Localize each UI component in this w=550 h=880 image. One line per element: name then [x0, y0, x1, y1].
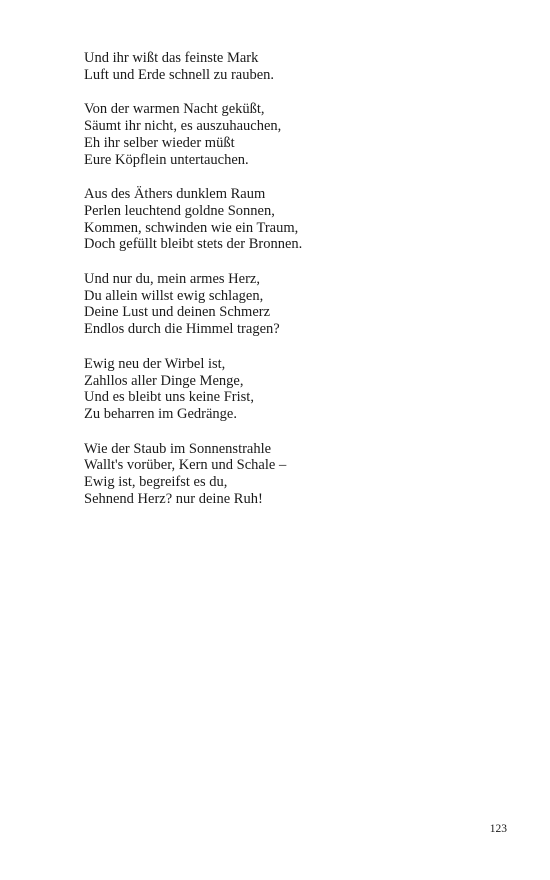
poem-line: Wallt's vorüber, Kern und Schale –	[84, 457, 287, 474]
poem-line: Wie der Staub im Sonnenstrahle	[84, 440, 272, 457]
poem-line: Ewig neu der Wirbel ist,	[84, 355, 226, 372]
poem-line: Zahllos aller Dinge Menge,	[84, 372, 244, 389]
stanza-2	[84, 101, 524, 168]
stanza-3	[84, 186, 524, 253]
poem-line: Eure Köpflein untertauchen.	[84, 151, 249, 168]
stanza-6	[84, 441, 524, 508]
poem-line: Perlen leuchtend goldne Sonnen,	[84, 202, 275, 219]
poem-line: Und es bleibt uns keine Frist,	[84, 389, 254, 406]
poem-line: Deine Lust und deinen Schmerz	[84, 304, 271, 321]
poem-line: Von der warmen Nacht geküßt,	[84, 101, 265, 118]
poem-line: Endlos durch die Himmel tragen?	[84, 321, 280, 338]
poem-line: Säumt ihr nicht, es auszuhauchen,	[84, 118, 282, 135]
stanza-5	[84, 356, 524, 423]
poem-body	[84, 50, 524, 525]
poem-line: Und nur du, mein armes Herz,	[84, 271, 260, 288]
poem-line: Aus des Äthers dunklem Raum	[84, 186, 266, 203]
poem-line: Ewig ist, begreifst es du,	[84, 474, 228, 491]
page-number: 123	[489, 823, 507, 835]
stanza-4	[84, 271, 524, 338]
poem-line: Zu beharren im Gedränge.	[84, 405, 237, 422]
poem-line: Luft und Erde schnell zu rauben.	[84, 66, 275, 83]
poem-line: Du allein willst ewig schlagen,	[84, 287, 264, 304]
poem-line: Kommen, schwinden wie ein Traum,	[84, 219, 299, 236]
poem-line: Eh ihr selber wieder müßt	[84, 134, 235, 151]
poem-line: Doch gefüllt bleibt stets der Bronnen.	[84, 236, 303, 253]
poem-line: Und ihr wißt das feinste Mark	[84, 50, 259, 66]
poem-line: Sehnend Herz? nur deine Ruh!	[84, 490, 263, 507]
stanza-1	[84, 50, 524, 83]
